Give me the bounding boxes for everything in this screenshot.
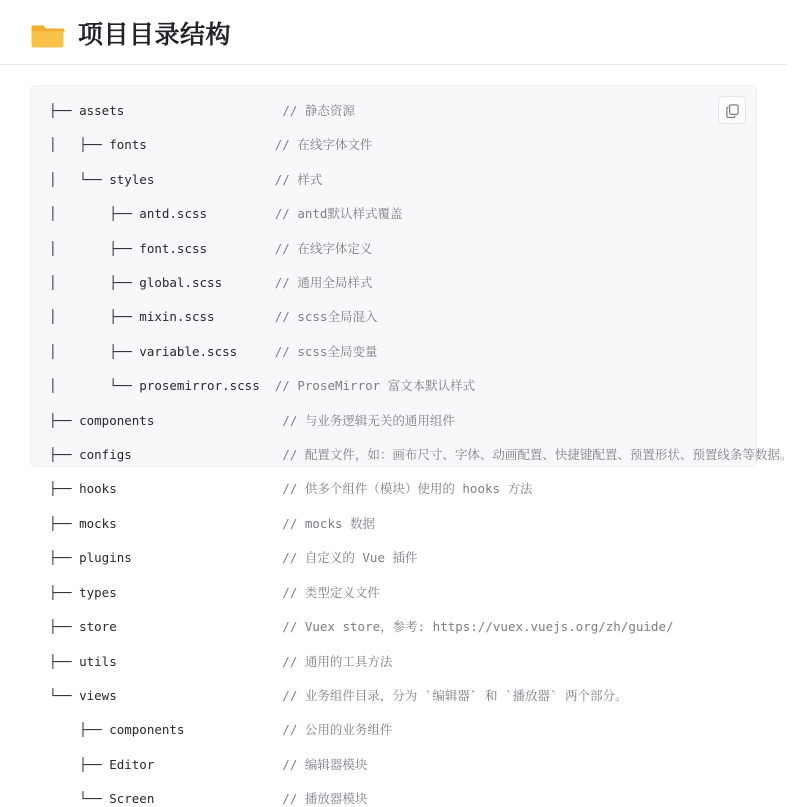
- tree-path: ├── mocks: [49, 515, 283, 531]
- tree-path: ├── components: [49, 412, 283, 428]
- folder-icon: [30, 22, 64, 50]
- tree-path: ├── store: [49, 619, 283, 635]
- tree-path: ├── assets: [49, 103, 283, 118]
- tree-path: ├── components: [49, 722, 283, 738]
- tree-path: │ ├── fonts: [49, 137, 275, 153]
- tree-path: │ ├── global.scss: [49, 275, 275, 291]
- tree-comment: // ProseMirror 富文本默认样式: [274, 378, 476, 394]
- tree-line: [49, 240, 742, 257]
- tree-line: [49, 549, 742, 566]
- tree-path: ├── types: [49, 584, 283, 600]
- tree-line: [49, 721, 742, 738]
- tree-comment: // 播放器模块: [282, 791, 368, 807]
- tree-line: [49, 308, 742, 325]
- tree-comment: // 自定义的 Vue 插件: [282, 550, 418, 566]
- tree-comment: // Vuex store，参考: https://vuex.vuejs.org/zh/guide/: [282, 619, 674, 635]
- tree-path: │ └── prosemirror.scss: [49, 378, 275, 394]
- tree-comment: // mocks 数据: [282, 515, 376, 531]
- tree-path: ├── Editor: [49, 756, 283, 772]
- tree-comment: // 供多个组件（模块）使用的 hooks 方法: [282, 481, 533, 497]
- tree-path: │ ├── antd.scss: [49, 206, 275, 222]
- tree-comment: // 样式: [274, 171, 323, 187]
- copy-icon-button[interactable]: [718, 96, 746, 124]
- tree-path: │ ├── variable.scss: [49, 343, 275, 359]
- tree-line: [49, 756, 742, 773]
- tree-line: [49, 584, 742, 601]
- tree-path: │ ├── font.scss: [49, 240, 275, 256]
- tree-path: ├── hooks: [49, 481, 283, 497]
- page-title: 项目目录结构: [78, 21, 232, 50]
- tree-line: [49, 412, 742, 429]
- tree-comment: // scss全局变量: [274, 343, 378, 359]
- tree-comment: // 与业务逻辑无关的通用组件: [282, 412, 455, 428]
- tree-line: [49, 171, 742, 188]
- copy-icon: [725, 103, 740, 118]
- tree-comment: // 配置文件，如：画布尺寸、字体、动画配置、快捷键配置、预置形状、预置线条等数据。: [282, 447, 792, 463]
- tree-path: └── views: [49, 687, 283, 703]
- tree-line: [49, 446, 792, 463]
- tree-line: [49, 343, 742, 360]
- tree-line: [49, 205, 742, 222]
- tree-line: [49, 480, 742, 497]
- tree-line: [49, 790, 742, 807]
- tree-line: [49, 687, 742, 704]
- directory-tree: [49, 102, 792, 807]
- tree-comment: // 类型定义文件: [282, 584, 380, 600]
- tree-line: [49, 515, 742, 532]
- tree-comment: // antd默认样式覆盖: [274, 206, 403, 222]
- page-header: [0, 0, 787, 65]
- tree-comment: // 编辑器模块: [282, 756, 368, 772]
- tree-comment: // 公用的业务组件: [282, 722, 393, 738]
- tree-path: └── Screen: [49, 791, 283, 807]
- tree-comment: // 通用的工具方法: [282, 653, 393, 669]
- tree-comment: // 通用全局样式: [274, 275, 373, 291]
- tree-path: ├── utils: [49, 653, 283, 669]
- tree-line: [49, 618, 742, 635]
- tree-line: [49, 274, 742, 291]
- tree-comment: // 在线字体定义: [274, 240, 373, 256]
- tree-path: ├── configs: [49, 447, 283, 463]
- tree-comment: // 静态资源: [282, 103, 355, 118]
- tree-line: [49, 377, 742, 394]
- tree-line: [49, 102, 742, 119]
- tree-line: [49, 653, 742, 670]
- tree-path: │ ├── mixin.scss: [49, 309, 275, 325]
- tree-path: │ └── styles: [49, 171, 275, 187]
- tree-comment: // 在线字体文件: [274, 137, 373, 153]
- tree-comment: // scss全局混入: [274, 309, 378, 325]
- directory-tree-block: [30, 85, 792, 807]
- tree-path: ├── plugins: [49, 550, 283, 566]
- tree-comment: // 业务组件目录，分为 `编辑器` 和 `播放器` 两个部分。: [282, 687, 628, 703]
- tree-line: [49, 136, 742, 153]
